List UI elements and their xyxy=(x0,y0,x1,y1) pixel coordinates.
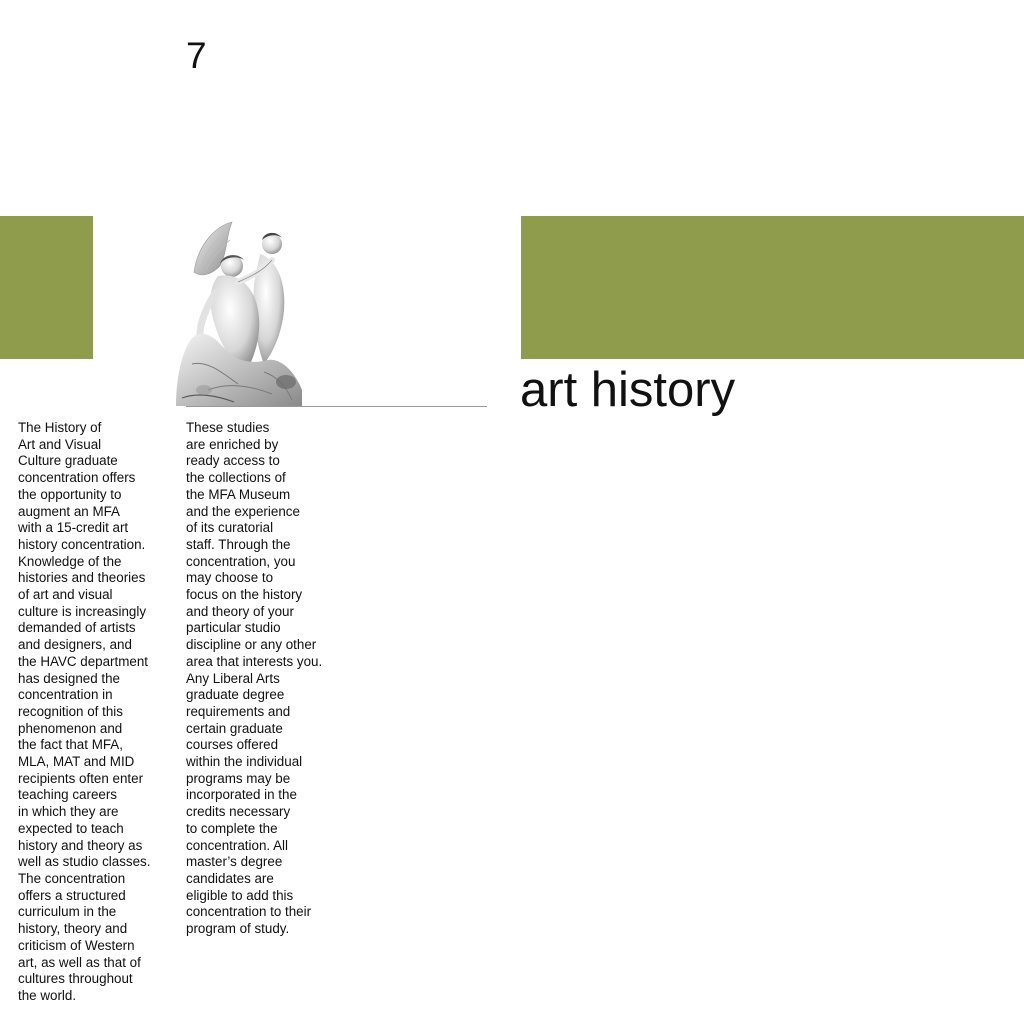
text-line: expected to teach xyxy=(18,820,124,836)
text-line: The History of xyxy=(18,420,102,435)
text-line: credits necessary xyxy=(186,804,291,820)
text-line: MLA, MAT and MID xyxy=(18,754,135,770)
text-line: and the experience xyxy=(186,503,300,519)
text-line: requirements and xyxy=(186,703,291,719)
text-line: the HAVC department xyxy=(18,653,149,669)
text-line: with a 15-credit art xyxy=(18,520,129,536)
text-line: augment an MFA xyxy=(18,503,120,519)
text-line: the world. xyxy=(18,987,77,1003)
text-line: within the individual xyxy=(186,754,303,770)
text-line: history concentration. xyxy=(18,536,146,552)
text-line: has designed the xyxy=(18,670,120,686)
text-line: in which they are xyxy=(18,804,119,820)
text-line: Knowledge of the xyxy=(18,553,122,569)
text-line: the fact that MFA, xyxy=(18,737,123,753)
page-number: 7 xyxy=(186,35,207,76)
text-line: programs may be xyxy=(186,770,291,786)
text-line: concentration to their xyxy=(186,904,312,920)
text-line: history and theory as xyxy=(18,837,143,853)
text-line: staff. Through the xyxy=(186,536,291,552)
text-line: concentration in xyxy=(18,687,113,703)
text-line: discipline or any other xyxy=(186,637,317,653)
text-line: Any Liberal Arts xyxy=(186,670,280,686)
text-line: incorporated in the xyxy=(186,787,297,803)
text-line: area that interests you. xyxy=(186,653,323,669)
accent-band-right xyxy=(521,216,1024,359)
text-line: offers a structured xyxy=(18,887,126,903)
text-line: history, theory and xyxy=(18,921,128,937)
text-line: graduate degree xyxy=(186,687,285,703)
text-line: eligible to add this xyxy=(186,887,294,903)
text-line: master’s degree xyxy=(186,854,283,870)
text-line: certain graduate xyxy=(186,720,283,736)
text-line: Art and Visual xyxy=(18,436,102,452)
text-line: phenomenon and xyxy=(18,720,123,736)
text-line: of art and visual xyxy=(18,587,113,603)
section-heading: art history xyxy=(520,363,736,417)
text-line: concentration, you xyxy=(186,553,296,569)
text-line: recipients often enter xyxy=(18,770,144,786)
text-line: concentration offers xyxy=(18,470,136,486)
text-line: histories and theories xyxy=(18,570,146,586)
text-line: to complete the xyxy=(186,820,278,836)
text-line: concentration. All xyxy=(186,837,288,853)
body-column-right xyxy=(186,420,346,938)
text-line: and designers, and xyxy=(18,637,132,653)
text-line: ready access to xyxy=(186,453,280,469)
text-line: focus on the history xyxy=(186,587,303,603)
body-column-left xyxy=(18,420,168,1005)
divider-rule xyxy=(186,406,487,407)
text-line: well as studio classes. xyxy=(18,854,151,870)
text-line: courses offered xyxy=(186,737,279,753)
text-line: cultures throughout xyxy=(18,971,133,987)
text-line: criticism of Western xyxy=(18,937,135,953)
text-line: candidates are xyxy=(186,870,274,886)
text-line: and theory of your xyxy=(186,603,294,619)
accent-band-left xyxy=(0,216,93,359)
text-line: of its curatorial xyxy=(186,520,274,536)
text-line: teaching careers xyxy=(18,787,117,803)
text-line: are enriched by xyxy=(186,436,279,452)
text-line: the collections of xyxy=(186,470,286,486)
text-line: recognition of this xyxy=(18,703,123,719)
sculpture-image xyxy=(168,214,313,408)
text-line: art, as well as that of xyxy=(18,954,141,970)
text-line: curriculum in the xyxy=(18,904,117,920)
text-line: These studies xyxy=(186,420,270,435)
text-line: The concentration xyxy=(18,870,126,886)
text-line: the MFA Museum xyxy=(186,486,291,502)
text-line: culture is increasingly xyxy=(18,603,147,619)
text-line: particular studio xyxy=(186,620,281,636)
text-line: may choose to xyxy=(186,570,274,586)
text-line: the opportunity to xyxy=(18,486,122,502)
text-line: program of study. xyxy=(186,921,290,937)
text-line: Culture graduate xyxy=(18,453,118,469)
text-line: demanded of artists xyxy=(18,620,136,636)
